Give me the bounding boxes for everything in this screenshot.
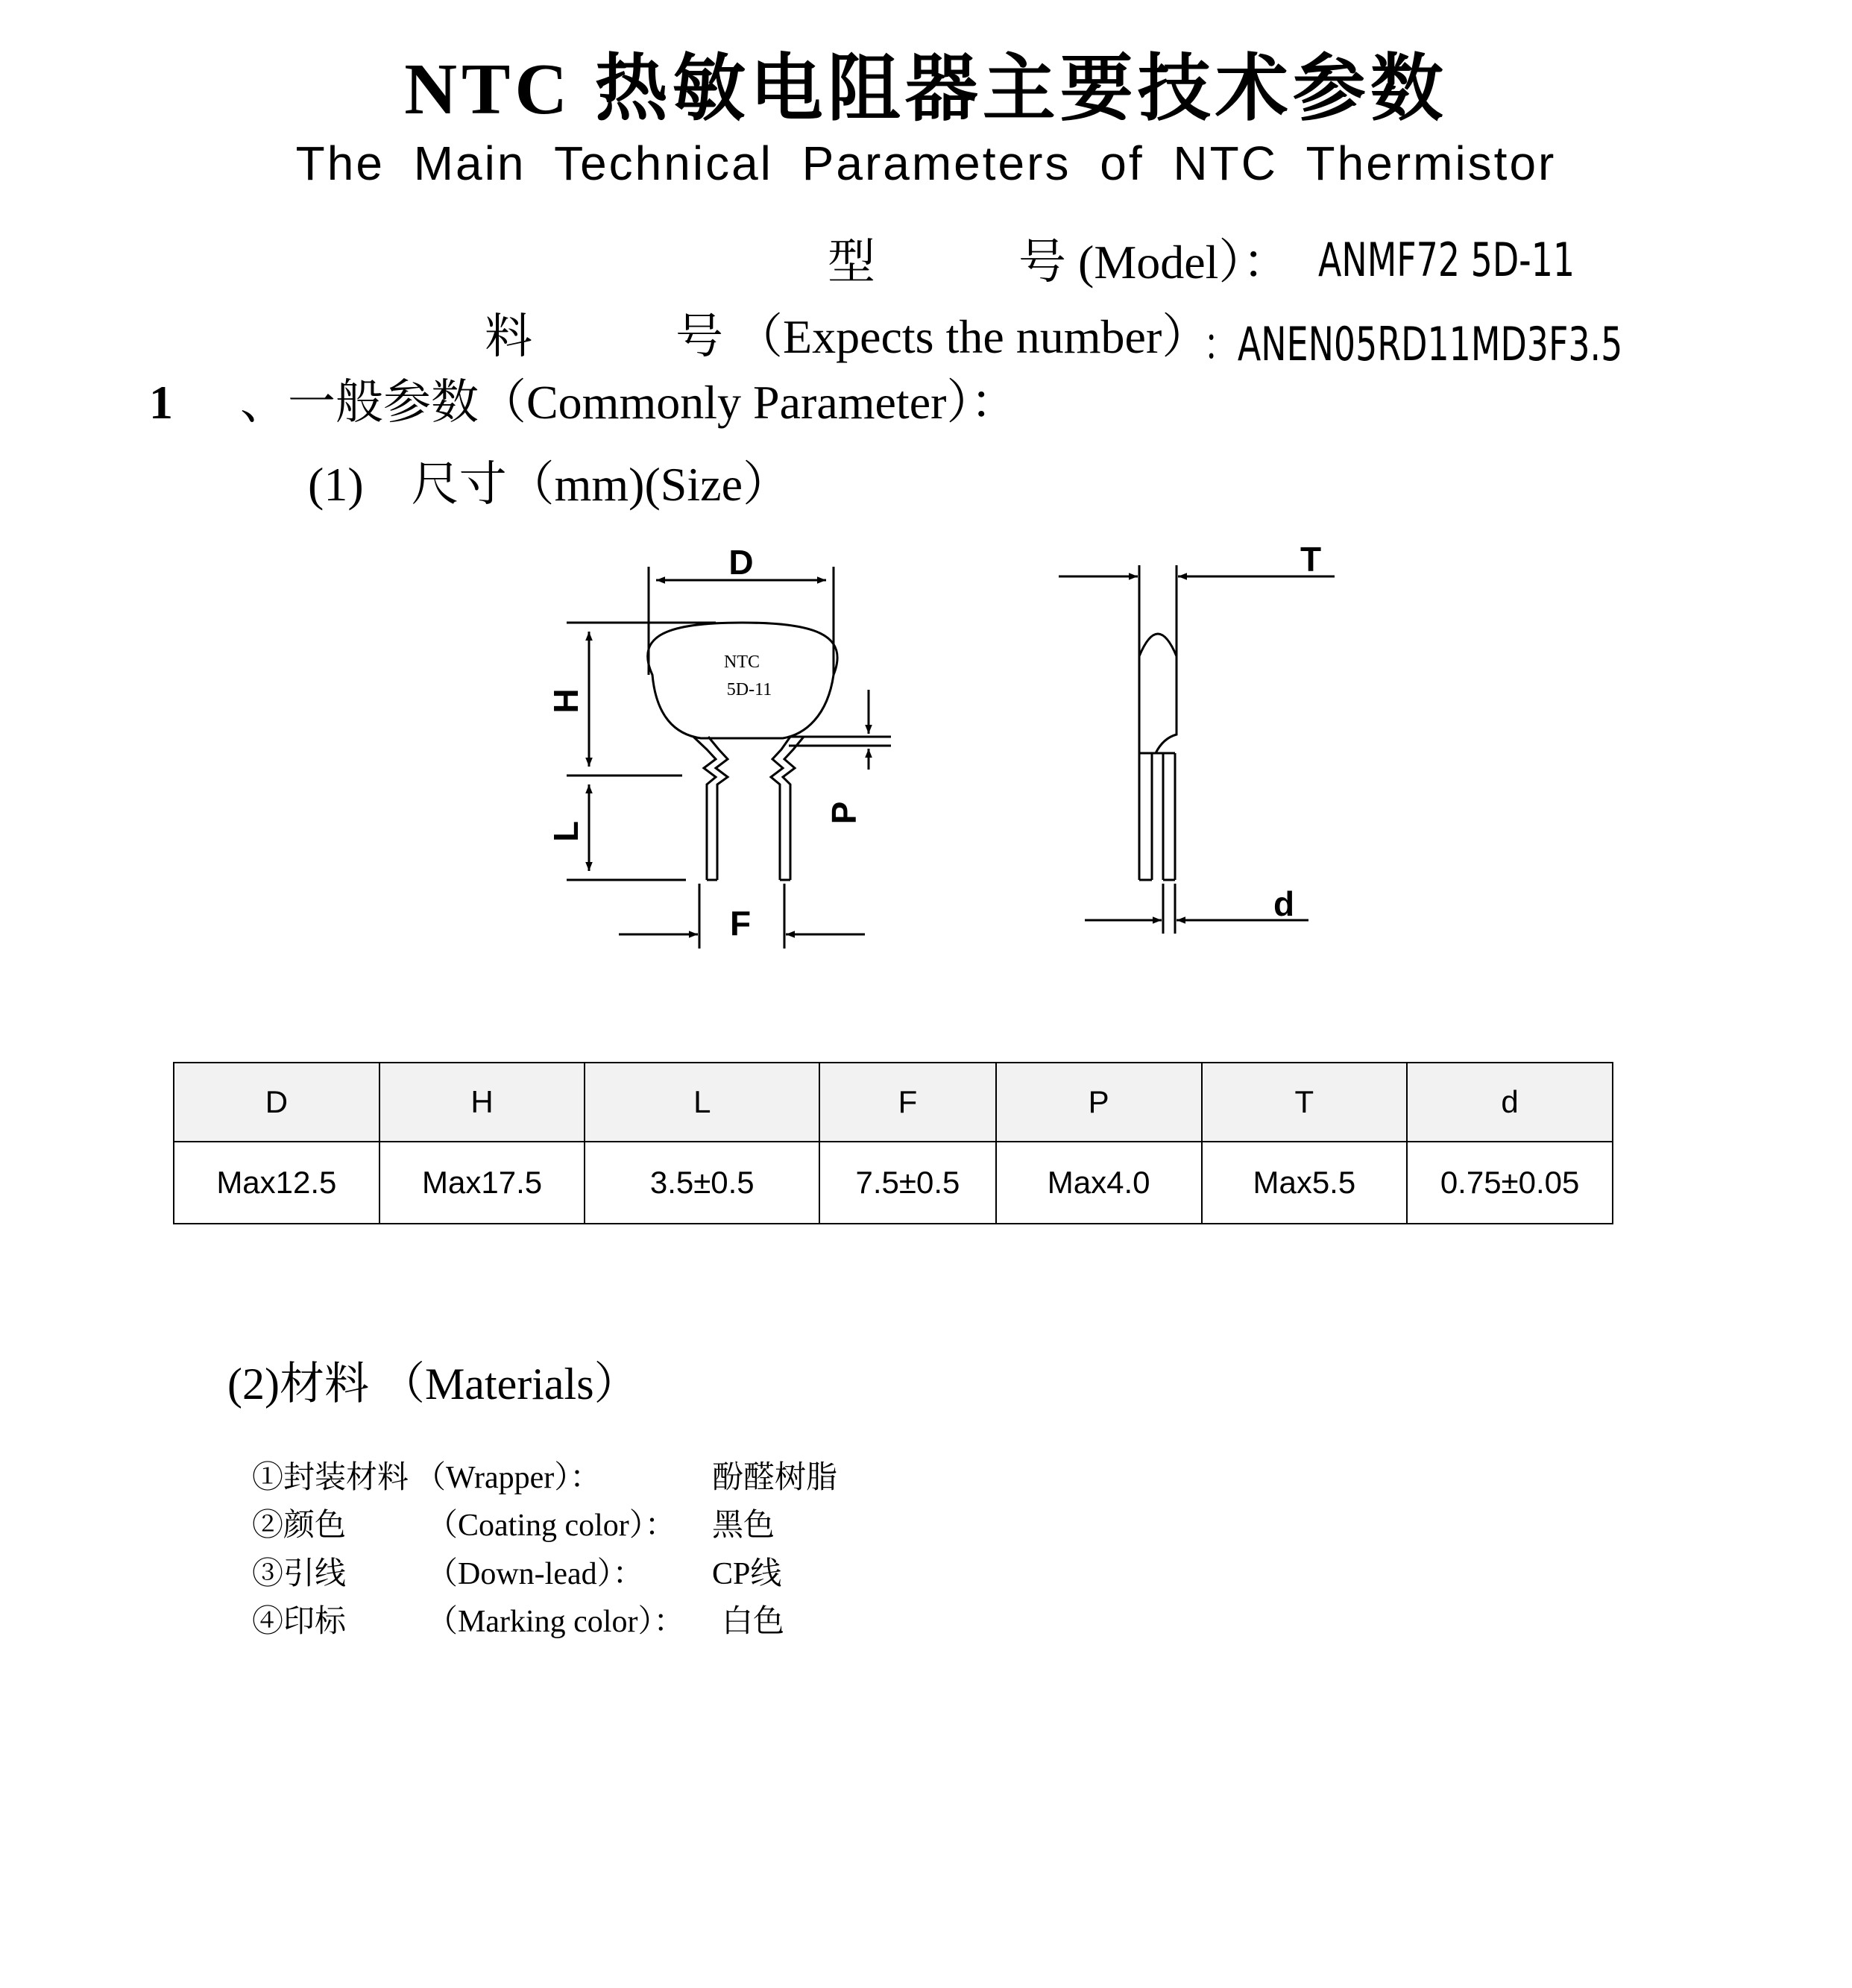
label-f: F (729, 904, 752, 943)
lead-right-inner (771, 737, 790, 880)
part-number-value: ：ANEN05RD11MD3F3.5 (1203, 317, 1623, 371)
part-number-label-en: （Expects the number） (735, 310, 1210, 363)
material-value: 酚醛树脂 (712, 1461, 838, 1495)
value-cell-t: Max5.5 (1202, 1142, 1408, 1224)
lead-right-outer (783, 737, 804, 880)
value-cell-h: Max17.5 (379, 1142, 585, 1224)
dimensions-table (173, 1062, 1613, 1224)
header-cell-small-d: d (1407, 1063, 1613, 1142)
material-value: 白色 (722, 1605, 785, 1639)
material-value: CP线 (712, 1557, 782, 1591)
value-cell-f: 7.5±0.5 (819, 1142, 996, 1224)
material-name-cn: ④印标 (252, 1605, 347, 1639)
side-view (1059, 565, 1335, 934)
title-cn-main: 热敏电阻器主要技术参数 (594, 49, 1448, 130)
label-p: P (825, 801, 863, 825)
section-1-number: 1 (149, 376, 173, 429)
label-small-d: d (1273, 884, 1295, 923)
dimension-diagram (0, 522, 1852, 984)
header-cell-h: H (379, 1063, 585, 1142)
material-name-en: （Marking color）： (426, 1605, 685, 1639)
model-label-cn: 型 号 (828, 236, 1066, 289)
material-name-cn: ②颜色 (252, 1509, 347, 1543)
material-name-cn: ③引线 (252, 1557, 347, 1591)
header-cell-p: P (996, 1063, 1202, 1142)
value-cell-d: Max12.5 (174, 1142, 379, 1224)
label-l: L (547, 820, 585, 843)
label-h: H (547, 688, 585, 714)
table-row (174, 1142, 1613, 1224)
page-title-cn (0, 30, 1852, 135)
section-2-heading: (2)材料 （Materials） (227, 1359, 639, 1409)
section-1-subitem: (1) 尺寸（mm)(Size） (308, 458, 790, 511)
header-cell-l: L (585, 1063, 819, 1142)
header-cell-t: T (1202, 1063, 1408, 1142)
body-marking-model: 5D-11 (726, 680, 772, 699)
title-ntc: NTC (404, 49, 573, 130)
body-marking-ntc: NTC (724, 652, 760, 672)
header-cell-f: F (819, 1063, 996, 1142)
material-name-cn: ①封装材料 (252, 1461, 409, 1495)
front-view (567, 567, 891, 949)
label-d: D (728, 543, 754, 582)
value-cell-small-d: 0.75±0.05 (1407, 1142, 1613, 1224)
header-cell-d: D (174, 1063, 379, 1142)
value-cell-p: Max4.0 (996, 1142, 1202, 1224)
material-name-en: （Down-lead）： (426, 1557, 644, 1591)
value-cell-l: 3.5±0.5 (585, 1142, 819, 1224)
label-t: T (1300, 540, 1322, 579)
model-value: ANMF72 5D-11 (1318, 233, 1575, 287)
page-title-en: The Main Technical Parameters of NTC Thermistor (295, 136, 1557, 190)
lead-left-outer (693, 737, 716, 880)
part-number-label (485, 298, 1209, 367)
model-label (828, 224, 1290, 292)
section-1-heading (149, 364, 1018, 432)
part-number-label-cn: 料 号 (485, 310, 723, 363)
model-label-en: (Model）： (1078, 236, 1291, 289)
section-1-title: 、一般参数（Commonly Parameter）： (240, 376, 1018, 429)
body-side-profile (1139, 634, 1177, 753)
material-item-marking-color (0, 1597, 1852, 1641)
lead-left-inner (708, 737, 728, 880)
table-header-row (174, 1063, 1613, 1142)
material-name-en: （Coating color）： (426, 1509, 676, 1543)
material-value: 黑色 (712, 1509, 775, 1543)
material-item-wrapper (0, 1453, 1852, 1497)
material-item-coating-color (0, 1500, 1852, 1545)
material-name-en: （Wrapper）： (415, 1461, 602, 1495)
material-item-down-lead (0, 1549, 1852, 1594)
